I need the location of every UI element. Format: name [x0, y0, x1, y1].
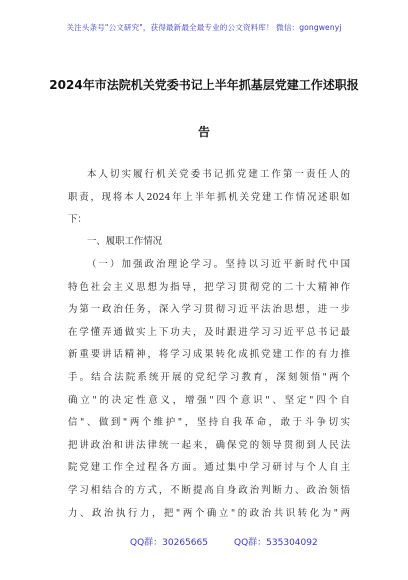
section-heading: 一、履职工作情况: [87, 236, 163, 247]
text-line: （一）加强政治理论学习。坚持以习近平新时代中国: [87, 259, 350, 270]
intro-paragraph: [68, 164, 350, 232]
item-1-paragraph: [68, 254, 350, 525]
document-title-line-1: 2024年市法院机关党委书记上半年抓基层党建工作述职报: [49, 78, 359, 92]
section-heading-paragraph: [68, 231, 350, 254]
text-line: 下：: [68, 214, 87, 226]
text-line: 本人切实履行机关党委书记抓党建工作第一责任人的: [87, 169, 350, 180]
qq-group-2: QQ群：535304092: [234, 538, 318, 548]
text-line: 学习相结合的方式，不断提高自身政治判断力、政治领悟: [68, 484, 350, 496]
text-line: 院党建工作全过程各方面。通过集中学习研讨与个人自主: [68, 462, 350, 474]
text-line: 确立"的决定性意义，增强"四个意识"、坚定"四个自: [68, 394, 350, 406]
text-line: 在学懂弄通做实上下功夫，及时跟进学习习近平总书记最: [68, 326, 350, 338]
text-line: 特色社会主义思想为指导，把学习贯彻党的二十大精神作: [68, 281, 350, 293]
text-line: 手。结合法院系统开展的党纪学习教育，深刻领悟"两个: [68, 371, 350, 383]
promo-banner: 关注头条号"公文研究"，获得最新最全最专业的公文资料库！ 微信：gongwenyj: [66, 23, 342, 32]
text-line: 职责，现将本人2024年上半年抓机关党建工作情况述职如: [68, 191, 350, 203]
text-line: 新重要讲话精神，将学习成果转化成抓党建工作的有力推: [68, 349, 350, 361]
text-line: 为第一政治任务，深入学习贯彻习近平法治思想，进一步: [68, 304, 350, 316]
text-line: 力、政治执行力，把"两个确立"的政治共识转化为"两: [68, 507, 350, 519]
qq-group-1: QQ群：30265665: [130, 538, 208, 548]
text-line: 把讲政治和讲法律统一起来，确保党的领导贯彻到人民法: [68, 439, 350, 451]
document-title-line-2: 告: [197, 125, 210, 139]
text-line: 信"、做到"两个维护"，坚持自我革命，敢于斗争切实: [68, 417, 350, 429]
